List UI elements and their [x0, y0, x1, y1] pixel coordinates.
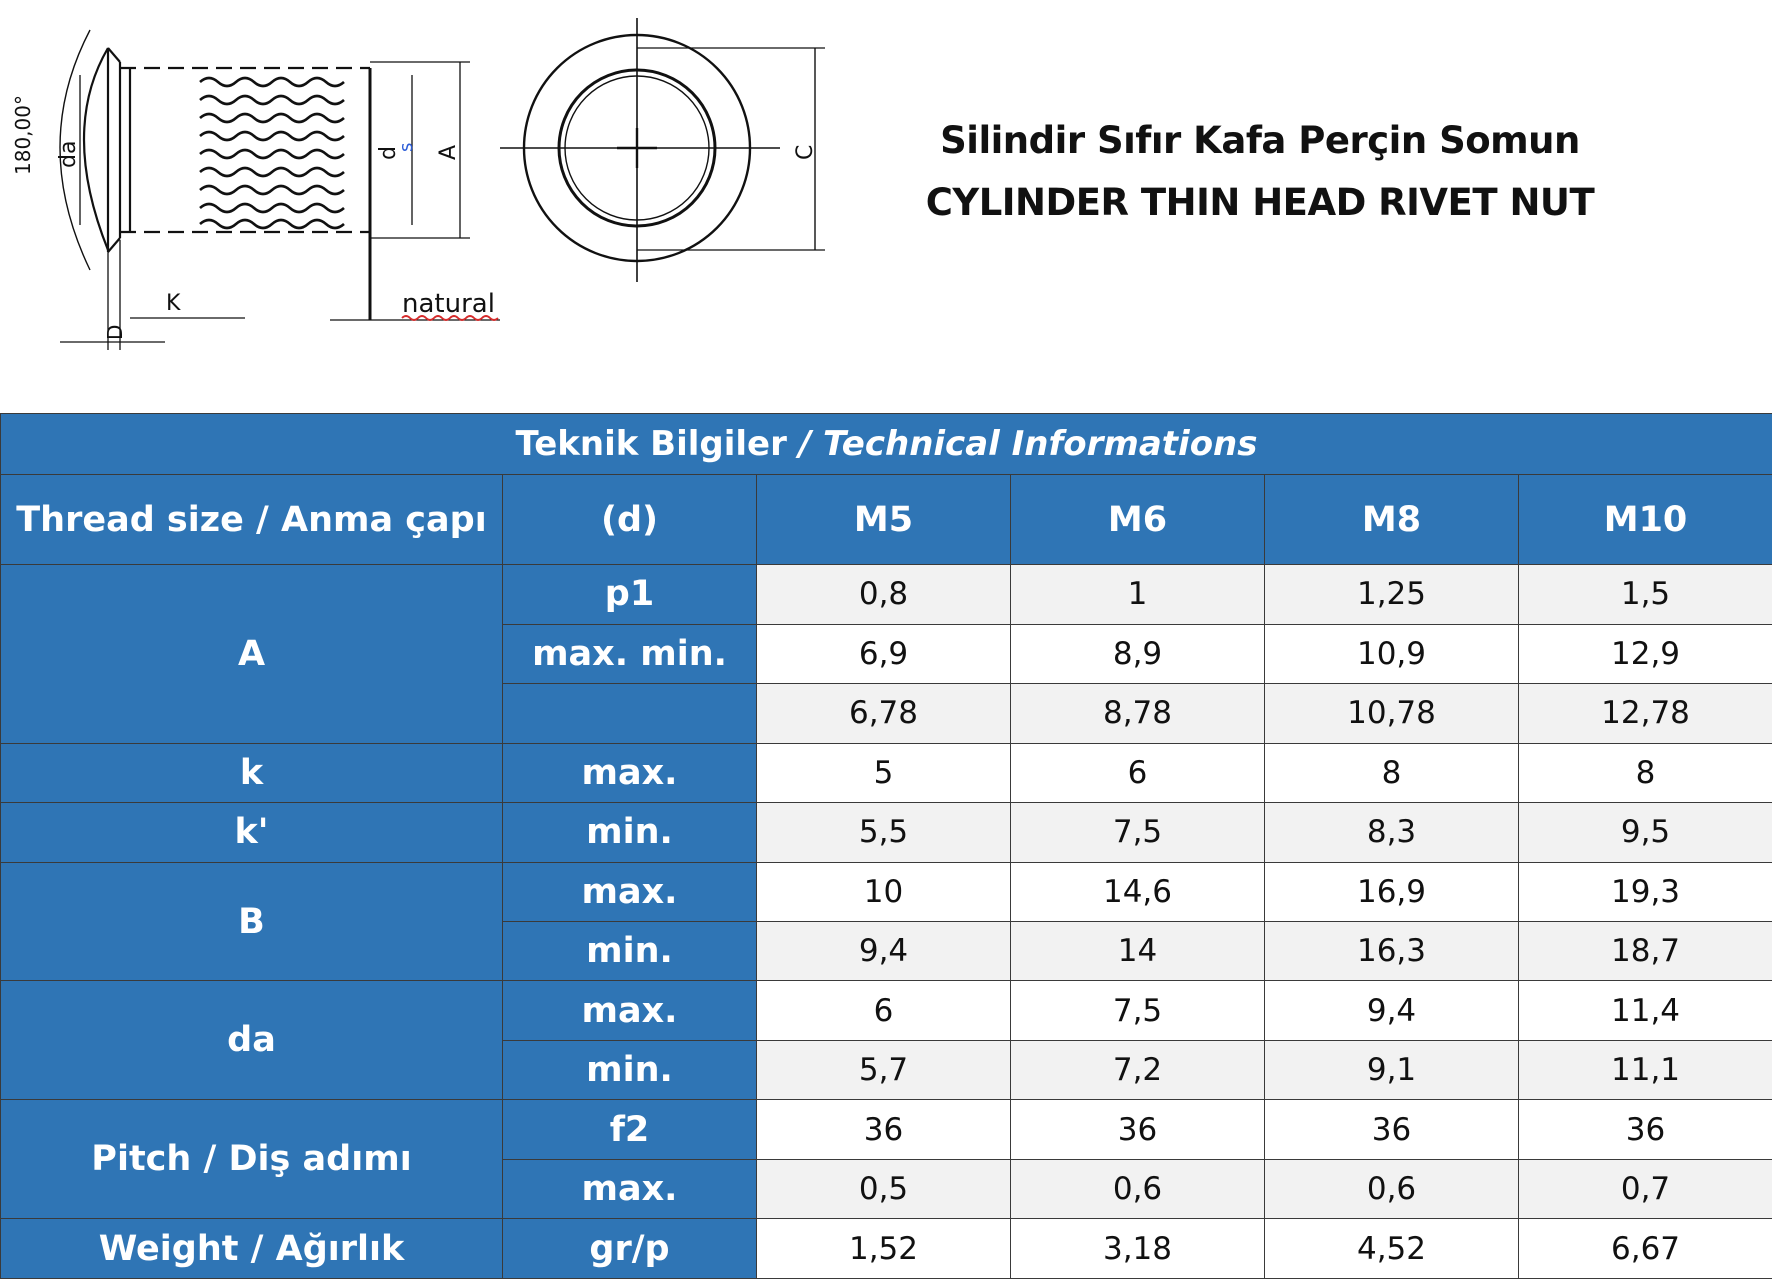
group-label-k: k: [1, 743, 503, 802]
sub-label: max.: [503, 862, 757, 921]
group-label-da: da: [1, 981, 503, 1100]
table-row: [1, 862, 1772, 921]
cell: 36: [1265, 1100, 1519, 1159]
table-row: [1, 565, 1772, 624]
cell: 10,78: [1265, 684, 1519, 743]
natural-label: natural: [402, 289, 495, 319]
a-label: A: [436, 144, 461, 160]
header-m10: M10: [1519, 475, 1772, 565]
cell: 6: [757, 981, 1011, 1040]
cell: 9,5: [1519, 803, 1772, 862]
cell: 0,6: [1265, 1159, 1519, 1218]
cell: 36: [757, 1100, 1011, 1159]
cell: 8: [1519, 743, 1772, 802]
group-label-pitch: Pitch / Diş adımı: [1, 1100, 503, 1219]
cell: 18,7: [1519, 922, 1772, 981]
k-label: K: [166, 291, 181, 316]
product-title: [880, 110, 1640, 234]
sub-label: max.: [503, 743, 757, 802]
angle-label: 180,00°: [11, 95, 35, 175]
sub-label: min.: [503, 803, 757, 862]
cell: 1: [1011, 565, 1265, 624]
group-label-k-prime: k': [1, 803, 503, 862]
cell: 36: [1011, 1100, 1265, 1159]
cell: 1,25: [1265, 565, 1519, 624]
table-row: [1, 743, 1772, 802]
cell: 9,4: [757, 922, 1011, 981]
sub-label: gr/p: [503, 1219, 757, 1279]
cell: 8: [1265, 743, 1519, 802]
cell: 16,9: [1265, 862, 1519, 921]
cell: 0,8: [757, 565, 1011, 624]
cell: 3,18: [1011, 1219, 1265, 1279]
sub-label: [503, 684, 757, 743]
sub-label: min.: [503, 1040, 757, 1099]
cell: 36: [1519, 1100, 1772, 1159]
sub-label: min.: [503, 922, 757, 981]
cell: 8,9: [1011, 624, 1265, 683]
sub-label: f2: [503, 1100, 757, 1159]
cell: 0,7: [1519, 1159, 1772, 1218]
table-row: [1, 1219, 1772, 1279]
s-label: s: [396, 142, 417, 152]
header-m6: M6: [1011, 475, 1265, 565]
cell: 8,3: [1265, 803, 1519, 862]
c-label: C: [793, 144, 818, 160]
cell: 5: [757, 743, 1011, 802]
caption-tr: Teknik Bilgiler: [515, 424, 787, 465]
cell: 14: [1011, 922, 1265, 981]
cell: 19,3: [1519, 862, 1772, 921]
cell: 12,9: [1519, 624, 1772, 683]
cell: 9,4: [1265, 981, 1519, 1040]
cell: 11,1: [1519, 1040, 1772, 1099]
cell: 5,5: [757, 803, 1011, 862]
cell: 16,3: [1265, 922, 1519, 981]
title-tr: Silindir Sıfır Kafa Perçin Somun: [940, 119, 1580, 162]
title-en: CYLINDER THIN HEAD RIVET NUT: [925, 181, 1595, 224]
group-label-b: B: [1, 862, 503, 981]
group-label-weight: Weight / Ağırlık: [1, 1219, 503, 1279]
thread-pattern: [200, 78, 344, 228]
cell: 0,6: [1011, 1159, 1265, 1218]
cell: 6,67: [1519, 1219, 1772, 1279]
header-thread-size: Thread size / Anma çapı: [1, 475, 503, 565]
sub-label: max. min.: [503, 624, 757, 683]
sub-label: max.: [503, 981, 757, 1040]
d-label: d: [376, 146, 401, 160]
cell: 6,9: [757, 624, 1011, 683]
cell: 10: [757, 862, 1011, 921]
technical-drawing: [0, 0, 840, 380]
table-caption: [1, 414, 1772, 475]
caption-en: / Technical Informations: [798, 424, 1258, 465]
cell: 0,5: [757, 1159, 1011, 1218]
sub-label: p1: [503, 565, 757, 624]
d-bottom-label: D: [103, 324, 127, 340]
cell: 12,78: [1519, 684, 1772, 743]
cell: 7,5: [1011, 981, 1265, 1040]
cell: 1,5: [1519, 565, 1772, 624]
table-row: [1, 981, 1772, 1040]
cell: 1,52: [757, 1219, 1011, 1279]
cell: 6: [1011, 743, 1265, 802]
cell: 8,78: [1011, 684, 1265, 743]
technical-table: [0, 413, 1772, 1279]
header-m8: M8: [1265, 475, 1519, 565]
sub-label: max.: [503, 1159, 757, 1218]
cell: 11,4: [1519, 981, 1772, 1040]
cell: 6,78: [757, 684, 1011, 743]
cell: 10,9: [1265, 624, 1519, 683]
group-label-a: A: [1, 565, 503, 743]
da-label: da: [56, 140, 81, 168]
table-row: [1, 803, 1772, 862]
cell: 5,7: [757, 1040, 1011, 1099]
header-m5: M5: [757, 475, 1011, 565]
head-arc: [84, 48, 108, 250]
cell: 9,1: [1265, 1040, 1519, 1099]
cell: 14,6: [1011, 862, 1265, 921]
header-d: (d): [503, 475, 757, 565]
table-row: [1, 1100, 1772, 1159]
cell: 7,5: [1011, 803, 1265, 862]
cell: 7,2: [1011, 1040, 1265, 1099]
cell: 4,52: [1265, 1219, 1519, 1279]
